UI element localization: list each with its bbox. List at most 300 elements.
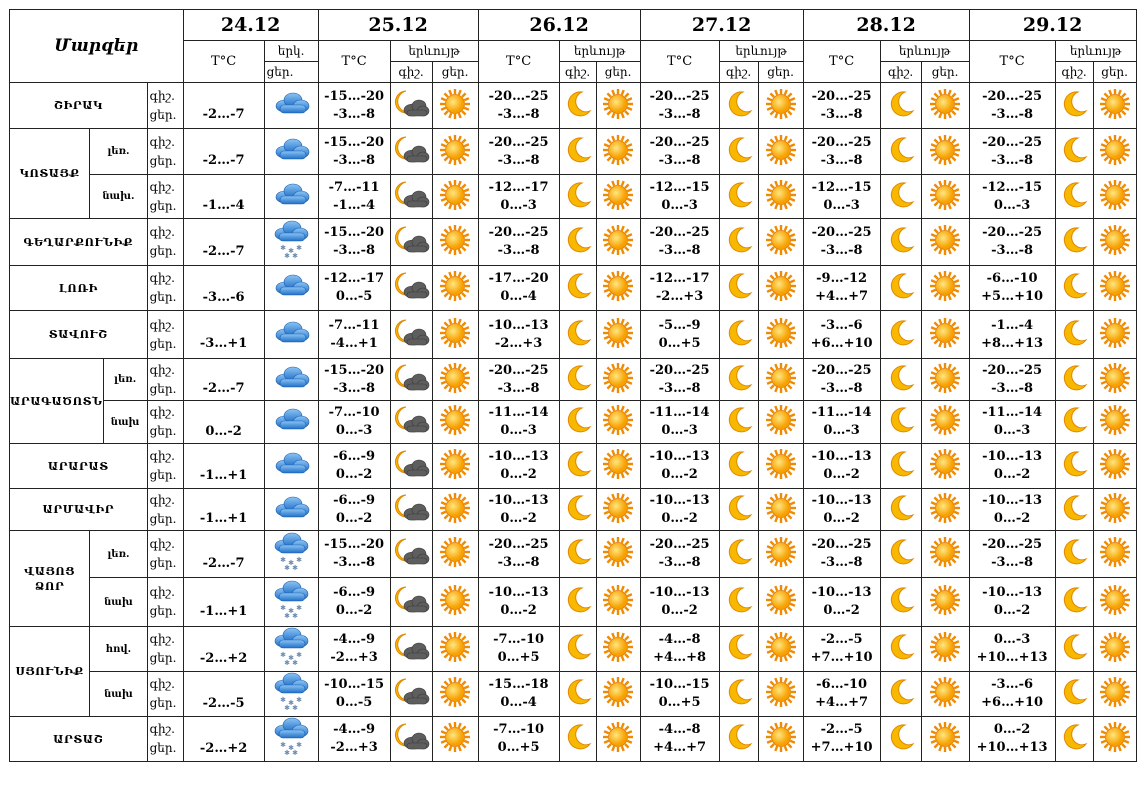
night-day-labels: [147, 83, 183, 129]
sun-icon: [439, 134, 471, 170]
sun-icon: [602, 631, 634, 667]
table-row: [10, 672, 1137, 717]
night-day-labels: [147, 489, 183, 531]
night-weather: [559, 627, 596, 672]
temperature-cell: [640, 311, 719, 359]
cloud-icon: [272, 407, 310, 437]
night-temperature: -15…-20: [324, 537, 385, 552]
svg-text:✱: ✱: [284, 659, 291, 667]
sun-icon: [602, 536, 634, 572]
day-header-29: ցեր.: [1093, 62, 1136, 83]
weather-icon-24: [264, 489, 318, 531]
moon-icon: [1059, 225, 1089, 259]
cloud-icon: [272, 273, 310, 303]
moon-icon: [1059, 585, 1089, 619]
day-weather: [1093, 83, 1136, 129]
temperature-cell: [640, 129, 719, 175]
sun-icon: [1099, 224, 1131, 260]
temperature-cell: [478, 444, 559, 489]
day-weather: [596, 444, 640, 489]
night-header-27: գիշ.: [719, 62, 758, 83]
subregion-label: նախ: [90, 578, 147, 627]
subregion-label: նախ: [103, 401, 147, 444]
moon-icon: [724, 449, 754, 483]
night-day-labels: [147, 444, 183, 489]
svg-text:✱: ✱: [296, 556, 303, 564]
day-weather: [432, 83, 478, 129]
moon-icon: [724, 632, 754, 666]
moon-icon: [724, 225, 754, 259]
night-temperature: -6…-9: [333, 585, 376, 600]
day-temperature: -3…-8: [991, 380, 1034, 396]
temperature-cell: [478, 266, 559, 311]
temperature-24: -2…-7: [183, 219, 264, 266]
sun-icon: [602, 721, 634, 757]
day-weather: [758, 401, 803, 444]
night-temperature: -11…-14: [982, 405, 1043, 420]
moon-icon: [1059, 537, 1089, 571]
night-label: գիշ.: [149, 585, 175, 599]
svg-text:✱: ✱: [292, 252, 299, 260]
night-temperature: -12…-15: [982, 179, 1043, 195]
temperature-cell: [640, 717, 719, 762]
night-temperature: -17…-20: [488, 271, 549, 286]
weather-icon-24: [264, 717, 318, 762]
day-temperature: +5…+10: [981, 289, 1044, 304]
night-weather: [390, 489, 432, 531]
table-row: [10, 401, 1137, 444]
night-temperature: -4…-9: [333, 632, 376, 647]
day-weather: [758, 444, 803, 489]
moon-icon: [1059, 89, 1089, 123]
sun-icon: [929, 721, 961, 757]
day-weather: [1093, 175, 1136, 219]
night-temperature: -3…-6: [820, 317, 863, 333]
sun-icon: [1099, 270, 1131, 306]
day-temperature: -3…-8: [497, 243, 540, 258]
tc-header-29: T°C: [969, 41, 1055, 83]
day-temperature: 0…-3: [500, 197, 537, 213]
day-temperature: -3…-8: [333, 152, 376, 168]
moon-icon: [724, 363, 754, 397]
night-temperature: -15…-18: [488, 677, 549, 692]
day-weather: [596, 401, 640, 444]
night-weather: [719, 219, 758, 266]
night-temperature: -10…-13: [649, 449, 710, 464]
day-weather: [921, 672, 969, 717]
temperature-cell: [969, 717, 1055, 762]
night-temperature: -7…-11: [328, 179, 380, 195]
day-temperature: +10…+13: [976, 650, 1048, 665]
snow-cloud-icon: [271, 220, 311, 264]
temperature-cell: [803, 83, 880, 129]
day-weather: [432, 359, 478, 401]
day-weather: [921, 359, 969, 401]
night-day-labels: [147, 311, 183, 359]
day-temperature: -3…-8: [658, 380, 701, 396]
snow-cloud-icon: [271, 627, 311, 671]
night-temperature: -7…-10: [328, 405, 380, 420]
sun-icon: [439, 404, 471, 440]
day-weather: [921, 266, 969, 311]
moon-cloud-icon: [392, 225, 430, 259]
night-day-labels: [147, 219, 183, 266]
sun-icon: [765, 179, 797, 215]
weather-icon-24: [264, 219, 318, 266]
cloud-icon: [272, 365, 310, 395]
day-weather: [432, 489, 478, 531]
sun-icon: [765, 404, 797, 440]
moon-icon: [724, 318, 754, 352]
table-row: [10, 266, 1137, 311]
temperature-cell: [969, 83, 1055, 129]
night-temperature: -11…-14: [811, 405, 872, 420]
moon-icon: [1059, 493, 1089, 527]
night-day-labels: [147, 627, 183, 672]
temperature-24: -2…-5: [183, 672, 264, 717]
night-temperature: -10…-13: [649, 492, 710, 508]
day-temperature: -3…-8: [658, 152, 701, 168]
phenomenon-header-29: երևույթ: [1055, 41, 1136, 62]
temperature-cell: [640, 627, 719, 672]
temperature-cell: [640, 672, 719, 717]
night-temperature: -20…-25: [811, 537, 872, 552]
temperature-24: -2…+2: [183, 717, 264, 762]
moon-icon: [724, 405, 754, 439]
day-header-28: ցեր.: [921, 62, 969, 83]
moon-icon: [563, 677, 593, 711]
night-temperature: -12…-17: [488, 179, 549, 195]
night-label: գիշ.: [149, 134, 175, 149]
night-temperature: -10…-13: [982, 449, 1043, 464]
moon-icon: [886, 89, 916, 123]
sun-icon: [765, 448, 797, 484]
night-temperature: -7…-10: [493, 722, 545, 737]
cloud-icon: [272, 182, 310, 212]
moon-cloud-icon: [392, 585, 430, 619]
day-label: ցեր.: [149, 153, 177, 168]
day-temperature: +4…+7: [815, 289, 869, 304]
night-label: գիշ.: [149, 271, 175, 285]
svg-text:✱: ✱: [280, 696, 287, 704]
moon-cloud-icon: [392, 405, 430, 439]
night-temperature: -6…-9: [333, 449, 376, 464]
moon-icon: [1059, 722, 1089, 756]
night-weather: [880, 401, 921, 444]
day-label: ցեր.: [149, 381, 177, 396]
day-label: ցեր.: [149, 424, 177, 438]
day-weather: [1093, 129, 1136, 175]
night-weather: [719, 129, 758, 175]
sun-icon: [765, 676, 797, 712]
svg-text:✱: ✱: [296, 741, 303, 749]
phenomenon-header-25: երևույթ: [390, 41, 478, 62]
moon-icon: [563, 449, 593, 483]
day-weather: [921, 627, 969, 672]
day-weather: [596, 175, 640, 219]
night-temperature: -6…-9: [333, 492, 376, 508]
phenomenon-header-26: երևույթ: [559, 41, 640, 62]
day-temperature: 0…-4: [500, 695, 537, 710]
night-temperature: -20…-25: [649, 537, 710, 552]
subregion-label: հով.: [90, 627, 147, 672]
night-temperature: -20…-25: [488, 225, 549, 240]
night-weather: [1055, 531, 1093, 578]
sun-icon: [765, 536, 797, 572]
tc-header-25: T°C: [318, 41, 390, 83]
day-weather: [432, 266, 478, 311]
day-temperature: 0…-2: [500, 603, 537, 618]
moon-icon: [563, 180, 593, 214]
svg-text:✱: ✱: [284, 252, 291, 260]
sun-icon: [1099, 448, 1131, 484]
table-row: [10, 531, 1137, 578]
moon-icon: [724, 537, 754, 571]
day-weather: [1093, 578, 1136, 627]
night-temperature: -20…-25: [649, 362, 710, 378]
day-temperature: 0…-3: [661, 423, 698, 438]
sun-icon: [1099, 584, 1131, 620]
day-weather: [921, 531, 969, 578]
sun-icon: [765, 317, 797, 353]
temperature-cell: [318, 489, 390, 531]
night-header-26: գիշ.: [559, 62, 596, 83]
sun-icon: [1099, 631, 1131, 667]
temperature-cell: [803, 401, 880, 444]
night-weather: [1055, 672, 1093, 717]
night-temperature: -10…-13: [982, 492, 1043, 508]
night-temperature: -20…-25: [649, 225, 710, 240]
night-weather: [390, 672, 432, 717]
temperature-cell: [969, 266, 1055, 311]
night-temperature: -20…-25: [982, 225, 1043, 240]
moon-cloud-icon: [392, 271, 430, 305]
weather-icon-24: [264, 578, 318, 627]
night-weather: [719, 627, 758, 672]
day-weather: [596, 672, 640, 717]
temperature-cell: [640, 219, 719, 266]
day-weather: [758, 219, 803, 266]
night-label: գիշ.: [149, 88, 175, 103]
sun-icon: [439, 362, 471, 398]
day-weather: [432, 717, 478, 762]
temperature-cell: [969, 401, 1055, 444]
temperature-cell: [318, 444, 390, 489]
svg-text:✱: ✱: [280, 741, 287, 749]
night-header-28: գիշ.: [880, 62, 921, 83]
day-temperature: +4…+7: [653, 740, 707, 755]
day-weather: [1093, 489, 1136, 531]
day-weather: [432, 129, 478, 175]
night-temperature: -20…-25: [982, 88, 1043, 104]
temperature-cell: [969, 627, 1055, 672]
night-weather: [719, 175, 758, 219]
day-weather: [596, 489, 640, 531]
weather-icon-24: [264, 175, 318, 219]
tc-header-24: T°C: [183, 41, 264, 83]
cloud-icon: [272, 91, 310, 121]
day-weather: [1093, 219, 1136, 266]
night-weather: [559, 717, 596, 762]
night-temperature: -10…-13: [488, 585, 549, 600]
temperature-cell: [640, 401, 719, 444]
moon-cloud-icon: [392, 449, 430, 483]
temperature-cell: [478, 311, 559, 359]
sun-icon: [439, 317, 471, 353]
moon-cloud-icon: [392, 318, 430, 352]
day-weather: [596, 129, 640, 175]
night-weather: [880, 175, 921, 219]
svg-text:✱: ✱: [292, 749, 299, 757]
day-weather: [758, 175, 803, 219]
day-weather: [758, 266, 803, 311]
temperature-cell: [969, 311, 1055, 359]
sun-icon: [602, 492, 634, 528]
table-row: [10, 175, 1137, 219]
sun-icon: [602, 404, 634, 440]
phenomenon-header-24: երկ.: [264, 41, 318, 62]
sun-icon: [439, 179, 471, 215]
day-weather: [921, 444, 969, 489]
temperature-cell: [318, 578, 390, 627]
sun-icon: [929, 536, 961, 572]
night-day-labels: [147, 578, 183, 627]
tc-header-28: T°C: [803, 41, 880, 83]
day-weather: [758, 672, 803, 717]
subregion-label: լեռ.: [90, 129, 147, 175]
night-temperature: 0…-3: [993, 632, 1031, 647]
moon-icon: [886, 225, 916, 259]
night-weather: [390, 311, 432, 359]
day-temperature: -3…-8: [991, 243, 1034, 258]
day-temperature: -3…-8: [497, 152, 540, 168]
moon-icon: [724, 493, 754, 527]
night-label: գիշ.: [149, 492, 175, 507]
moon-icon: [1059, 363, 1089, 397]
sun-icon: [1099, 134, 1131, 170]
temperature-cell: [803, 717, 880, 762]
temperature-cell: [640, 578, 719, 627]
night-weather: [719, 311, 758, 359]
weather-icon-24: [264, 627, 318, 672]
svg-text:✱: ✱: [288, 744, 295, 752]
sun-icon: [765, 492, 797, 528]
temperature-cell: [640, 531, 719, 578]
night-temperature: -1…-4: [991, 317, 1034, 333]
moon-cloud-icon: [392, 677, 430, 711]
svg-text:✱: ✱: [280, 244, 287, 252]
night-weather: [880, 311, 921, 359]
moon-icon: [886, 537, 916, 571]
sun-icon: [765, 88, 797, 124]
moon-icon: [1059, 449, 1089, 483]
night-temperature: -20…-25: [811, 88, 872, 104]
night-temperature: -12…-15: [649, 179, 710, 195]
sun-icon: [929, 317, 961, 353]
night-label: գիշ.: [149, 677, 175, 691]
svg-text:✱: ✱: [292, 659, 299, 667]
svg-text:✱: ✱: [284, 749, 291, 757]
region-name: ԿՈՏԱՅՔ: [10, 129, 90, 219]
temperature-cell: [803, 311, 880, 359]
night-temperature: -9…-12: [816, 271, 868, 286]
day-temperature: -3…-8: [820, 243, 863, 258]
day-temperature: -2…+3: [330, 740, 378, 755]
temperature-cell: [803, 578, 880, 627]
night-weather: [390, 627, 432, 672]
night-temperature: -10…-13: [649, 585, 710, 600]
table-row: [10, 627, 1137, 672]
night-weather: [1055, 83, 1093, 129]
day-weather: [432, 531, 478, 578]
region-name: ՍՅՈՒՆԻՔ: [10, 627, 90, 717]
moon-icon: [886, 271, 916, 305]
sun-icon: [1099, 179, 1131, 215]
table-row: [10, 83, 1137, 129]
day-temperature: -3…-8: [820, 380, 863, 396]
night-weather: [880, 627, 921, 672]
phenomenon-header-27: երևույթ: [719, 41, 803, 62]
sun-icon: [1099, 676, 1131, 712]
sun-icon: [929, 224, 961, 260]
day-temperature: 0…-5: [335, 289, 373, 304]
night-temperature: -10…-13: [982, 585, 1043, 600]
moon-icon: [886, 449, 916, 483]
night-weather: [1055, 627, 1093, 672]
region-name: ԱՐԱԳԱԾՈՏՆ: [10, 359, 104, 444]
moon-icon: [563, 722, 593, 756]
moon-icon: [886, 677, 916, 711]
day-weather: [758, 311, 803, 359]
temperature-cell: [803, 531, 880, 578]
temperature-cell: [478, 717, 559, 762]
night-temperature: -11…-14: [649, 405, 710, 420]
night-temperature: -11…-14: [488, 405, 549, 420]
night-weather: [559, 266, 596, 311]
temperature-cell: [478, 175, 559, 219]
sun-icon: [602, 362, 634, 398]
day-temperature: -3…-8: [333, 243, 376, 258]
day-temperature: -3…-8: [333, 555, 376, 570]
day-temperature: +8…+13: [981, 335, 1044, 351]
temperature-cell: [318, 219, 390, 266]
day-temperature: 0…+5: [497, 650, 540, 665]
region-name: ԱՐՄԱՎԻՐ: [10, 489, 148, 531]
day-temperature: 0…-3: [661, 197, 698, 213]
night-label: գիշ.: [149, 722, 175, 736]
day-temperature: 0…-2: [335, 510, 373, 526]
moon-cloud-icon: [392, 180, 430, 214]
night-temperature: 0…-2: [993, 722, 1031, 737]
day-label: ցեր.: [149, 604, 177, 618]
sun-icon: [439, 676, 471, 712]
table-row: [10, 444, 1137, 489]
day-temperature: 0…-2: [335, 603, 373, 618]
night-weather: [880, 578, 921, 627]
day-header-26: ցեր.: [596, 62, 640, 83]
weather-icon-24: [264, 401, 318, 444]
day-temperature: -2…+3: [655, 289, 704, 304]
night-weather: [559, 83, 596, 129]
night-temperature: -20…-25: [649, 134, 710, 150]
day-temperature: -3…-8: [658, 243, 701, 258]
temperature-24: -2…-7: [183, 83, 264, 129]
day-temperature: 0…-3: [993, 423, 1031, 438]
moon-icon: [1059, 405, 1089, 439]
night-weather: [390, 83, 432, 129]
svg-text:✱: ✱: [296, 696, 303, 704]
night-label: գիշ.: [149, 179, 175, 194]
